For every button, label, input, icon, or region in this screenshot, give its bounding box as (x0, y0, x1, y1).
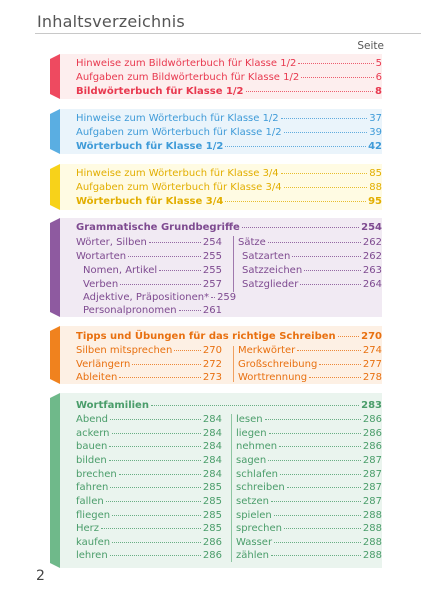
entry-label: Wörter, Silben (76, 237, 147, 248)
entry-label: Hinweise zum Bildwörterbuch für Klasse 1/2 (76, 58, 297, 69)
column-divider (233, 346, 234, 382)
leader-dots (281, 173, 368, 174)
toc-entry[interactable] (76, 113, 382, 125)
leader-dots (274, 515, 361, 516)
leader-dots (280, 474, 361, 475)
entry-page: 286 (202, 537, 222, 548)
leader-dots (110, 487, 201, 488)
toc-entry[interactable] (76, 510, 222, 522)
entry-page: 85 (369, 168, 382, 179)
leader-dots (338, 336, 359, 337)
entry-label: Wörterbuch für Klasse 1/2 (76, 141, 224, 152)
seite-label: Seite (357, 40, 384, 52)
entry-page: 283 (361, 400, 382, 411)
toc-entry[interactable] (76, 127, 382, 139)
leader-dots (159, 270, 201, 271)
entry-label: Nomen, Artikel (83, 265, 158, 276)
page-title: Inhaltsverzeichnis (37, 12, 185, 31)
entry-page: 270 (202, 345, 222, 356)
entry-page: 257 (202, 279, 222, 290)
leader-dots (268, 242, 361, 243)
leader-dots (309, 377, 361, 378)
entry-label: brechen (76, 469, 117, 480)
entry-page: 284 (202, 441, 222, 452)
entry-label: Aufgaben zum Wörterbuch für Klasse 3/4 (76, 182, 282, 193)
entry-label: liegen (236, 428, 267, 439)
entry-page: 287 (362, 455, 382, 466)
toc-entry[interactable] (76, 455, 222, 467)
entry-label: Sätze (238, 237, 266, 248)
toc-entry[interactable] (76, 196, 382, 208)
leader-dots (279, 446, 361, 447)
leader-dots (284, 132, 368, 133)
entry-label: Abend (76, 414, 109, 425)
leader-dots (132, 364, 201, 365)
section-grammatische-grundbegriffe (50, 218, 382, 317)
toc-entry[interactable] (76, 372, 222, 384)
entry-label: sagen (236, 455, 267, 466)
entry-label: lehren (76, 550, 108, 561)
toc-entry[interactable] (236, 482, 382, 494)
entry-label: Personalpronomen (83, 305, 177, 316)
entry-page: 255 (202, 265, 222, 276)
entry-label: Satzzeichen (242, 265, 303, 276)
entry-page: 285 (202, 496, 222, 507)
leader-dots (112, 542, 201, 543)
leader-dots (109, 460, 201, 461)
entry-label: sprechen (236, 523, 282, 534)
leader-dots (149, 242, 201, 243)
entry-page: 284 (202, 469, 222, 480)
toc-entry[interactable] (242, 265, 382, 277)
entry-label: Wörterbuch für Klasse 3/4 (76, 196, 224, 207)
entry-label: fahren (76, 482, 109, 493)
entry-page: 6 (375, 72, 382, 83)
toc-entry[interactable] (76, 469, 222, 481)
entry-page: 37 (369, 113, 382, 124)
toc-entry[interactable] (76, 345, 222, 357)
entry-label: Verben (83, 279, 119, 290)
toc-entry[interactable] (236, 428, 382, 440)
toc-entry[interactable] (83, 305, 222, 317)
toc-entry[interactable] (238, 237, 382, 249)
entry-label: schreiben (236, 482, 285, 493)
toc-entry[interactable] (242, 251, 382, 263)
toc-entry[interactable] (76, 237, 222, 249)
leader-dots (271, 501, 361, 502)
leader-dots (120, 284, 201, 285)
entry-page: 284 (202, 428, 222, 439)
toc-entry[interactable] (83, 292, 237, 304)
entry-page: 262 (362, 251, 382, 262)
leader-dots (268, 460, 361, 461)
toc-entry[interactable] (76, 86, 382, 98)
entry-label: Aufgaben zum Wörterbuch für Klasse 1/2 (76, 127, 282, 138)
section-tab (50, 393, 60, 568)
toc-entry[interactable] (76, 496, 222, 508)
entry-page: 288 (362, 550, 382, 561)
entry-page: 8 (375, 86, 382, 97)
toc-entry[interactable] (236, 455, 382, 467)
leader-dots (119, 474, 201, 475)
leader-dots (211, 297, 215, 298)
entry-label: Verlängern (76, 359, 131, 370)
title-divider (35, 33, 421, 34)
leader-dots (284, 528, 361, 529)
entry-page: 285 (202, 482, 222, 493)
entry-page: 274 (362, 345, 382, 356)
entry-page: 286 (362, 428, 382, 439)
leader-dots (225, 201, 366, 202)
entry-page: 270 (361, 331, 382, 342)
entry-label: kaufen (76, 537, 111, 548)
entry-page: 273 (202, 372, 222, 383)
toc-entry[interactable] (76, 441, 222, 453)
entry-label: Satzglieder (242, 279, 299, 290)
toc-section-header[interactable] (76, 222, 382, 234)
leader-dots (128, 256, 201, 257)
entry-label: Wortarten (76, 251, 127, 262)
entry-label: schlafen (236, 469, 278, 480)
section-wortfamilien (50, 393, 382, 568)
leader-dots (265, 419, 361, 420)
leader-dots (284, 187, 368, 188)
entry-label: Aufgaben zum Bildwörterbuch für Klasse 1/2 (76, 72, 300, 83)
entry-label: Hinweise zum Wörterbuch für Klasse 3/4 (76, 168, 279, 179)
entry-page: 287 (362, 482, 382, 493)
toc-entry[interactable] (236, 550, 382, 562)
leader-dots (271, 555, 361, 556)
entry-page: 287 (362, 496, 382, 507)
section-woerterbuch-3-4 (50, 164, 382, 210)
entry-page: 272 (202, 359, 222, 370)
entry-label: lesen (236, 414, 263, 425)
section-woerterbuch-1-2 (50, 109, 382, 154)
leader-dots (119, 377, 201, 378)
entry-page: 264 (362, 279, 382, 290)
entry-page: 277 (362, 359, 382, 370)
leader-dots (179, 310, 201, 311)
toc-entry[interactable] (238, 359, 382, 371)
leader-dots (151, 405, 359, 406)
leader-dots (109, 446, 201, 447)
leader-dots (300, 284, 361, 285)
entry-label: Satzarten (242, 251, 291, 262)
leader-dots (274, 542, 361, 543)
entry-label: Herz (76, 523, 100, 534)
entry-page: 285 (202, 523, 222, 534)
leader-dots (281, 118, 368, 119)
leader-dots (112, 433, 201, 434)
section-tab (50, 109, 60, 154)
entry-label: Worttrennung (238, 372, 308, 383)
toc-entry[interactable] (236, 414, 382, 426)
entry-label: Merkwörter (238, 345, 296, 356)
page-number: 2 (36, 568, 45, 584)
leader-dots (292, 256, 361, 257)
entry-label: Adjektive, Präpositionen* (83, 292, 210, 303)
toc-entry[interactable] (76, 72, 382, 84)
entry-label: Tipps und Übungen für das richtige Schreiben (76, 331, 336, 342)
entry-page: 39 (369, 127, 382, 138)
entry-page: 263 (362, 265, 382, 276)
entry-label: bilden (76, 455, 107, 466)
toc-entry[interactable] (236, 537, 382, 549)
entry-page: 95 (368, 196, 382, 207)
leader-dots (110, 555, 201, 556)
entry-page: 88 (369, 182, 382, 193)
leader-dots (110, 419, 201, 420)
entry-page: 288 (362, 523, 382, 534)
column-divider (233, 236, 234, 292)
section-tab (50, 326, 60, 384)
leader-dots (106, 501, 201, 502)
leader-dots (287, 487, 361, 488)
entry-page: 254 (361, 222, 382, 233)
leader-dots (112, 515, 201, 516)
toc-entry[interactable] (238, 345, 382, 357)
entry-label: Grammatische Grundbegriffe (76, 222, 240, 233)
toc-entry[interactable] (83, 279, 222, 291)
toc-entry[interactable] (76, 550, 222, 562)
entry-page: 254 (202, 237, 222, 248)
toc-entry[interactable] (242, 279, 382, 291)
entry-label: Bildwörterbuch für Klasse 1/2 (76, 86, 244, 97)
section-bildwoerterbuch-1-2 (50, 54, 382, 99)
entry-label: spielen (236, 510, 272, 521)
entry-label: Hinweise zum Wörterbuch für Klasse 1/2 (76, 113, 279, 124)
entry-page: 286 (362, 441, 382, 452)
toc-entry[interactable] (236, 441, 382, 453)
section-tab (50, 164, 60, 210)
toc-entry[interactable] (236, 510, 382, 522)
entry-page: 261 (202, 305, 222, 316)
entry-page: 262 (362, 237, 382, 248)
entry-label: Silben mitsprechen (76, 345, 173, 356)
entry-label: nehmen (236, 441, 278, 452)
toc-entry[interactable] (236, 523, 382, 535)
entry-label: ackern (76, 428, 110, 439)
entry-label: zählen (236, 550, 269, 561)
toc-entry[interactable] (76, 182, 382, 194)
entry-page: 288 (362, 510, 382, 521)
leader-dots (269, 433, 361, 434)
entry-page: 287 (362, 469, 382, 480)
entry-label: Wortfamilien (76, 400, 149, 411)
leader-dots (304, 270, 361, 271)
leader-dots (301, 77, 373, 78)
entry-label: fallen (76, 496, 104, 507)
toc-section-header[interactable] (76, 331, 382, 343)
entry-label: Ableiten (76, 372, 118, 383)
entry-label: bauen (76, 441, 108, 452)
leader-dots (319, 364, 361, 365)
leader-dots (297, 350, 361, 351)
section-tab (50, 218, 60, 317)
entry-page: 255 (202, 251, 222, 262)
entry-page: 5 (375, 58, 382, 69)
section-tipps-und-uebungen (50, 326, 382, 384)
toc-entry[interactable] (76, 523, 222, 535)
toc-entry[interactable] (76, 428, 222, 440)
entry-page: 286 (202, 550, 222, 561)
entry-page: 286 (362, 414, 382, 425)
section-tab (50, 54, 60, 99)
entry-label: Wasser (236, 537, 273, 548)
entry-page: 259 (217, 292, 237, 303)
toc-entry[interactable] (76, 482, 222, 494)
toc-entry[interactable] (76, 537, 222, 549)
entry-page: 278 (362, 372, 382, 383)
entry-page: 284 (202, 455, 222, 466)
leader-dots (298, 63, 373, 64)
entry-label: setzen (236, 496, 270, 507)
entry-label: fliegen (76, 510, 111, 521)
toc-entry[interactable] (76, 251, 222, 263)
entry-page: 42 (368, 141, 382, 152)
entry-page: 285 (202, 510, 222, 521)
toc-entry[interactable] (83, 265, 222, 277)
leader-dots (174, 350, 201, 351)
toc-entry[interactable] (76, 141, 382, 153)
toc-entry[interactable] (76, 414, 222, 426)
toc-entry[interactable] (76, 359, 222, 371)
toc-entry[interactable] (76, 58, 382, 70)
column-divider (231, 414, 232, 562)
entry-label: Großschreibung (238, 359, 318, 370)
toc-entry[interactable] (238, 372, 382, 384)
leader-dots (242, 227, 359, 228)
entry-page: 284 (202, 414, 222, 425)
toc-entry[interactable] (76, 168, 382, 180)
leader-dots (246, 91, 374, 92)
entry-page: 288 (362, 537, 382, 548)
toc-entry[interactable] (236, 469, 382, 481)
leader-dots (225, 146, 366, 147)
toc-entry[interactable] (236, 496, 382, 508)
toc-section-header[interactable] (76, 400, 382, 412)
leader-dots (101, 528, 201, 529)
